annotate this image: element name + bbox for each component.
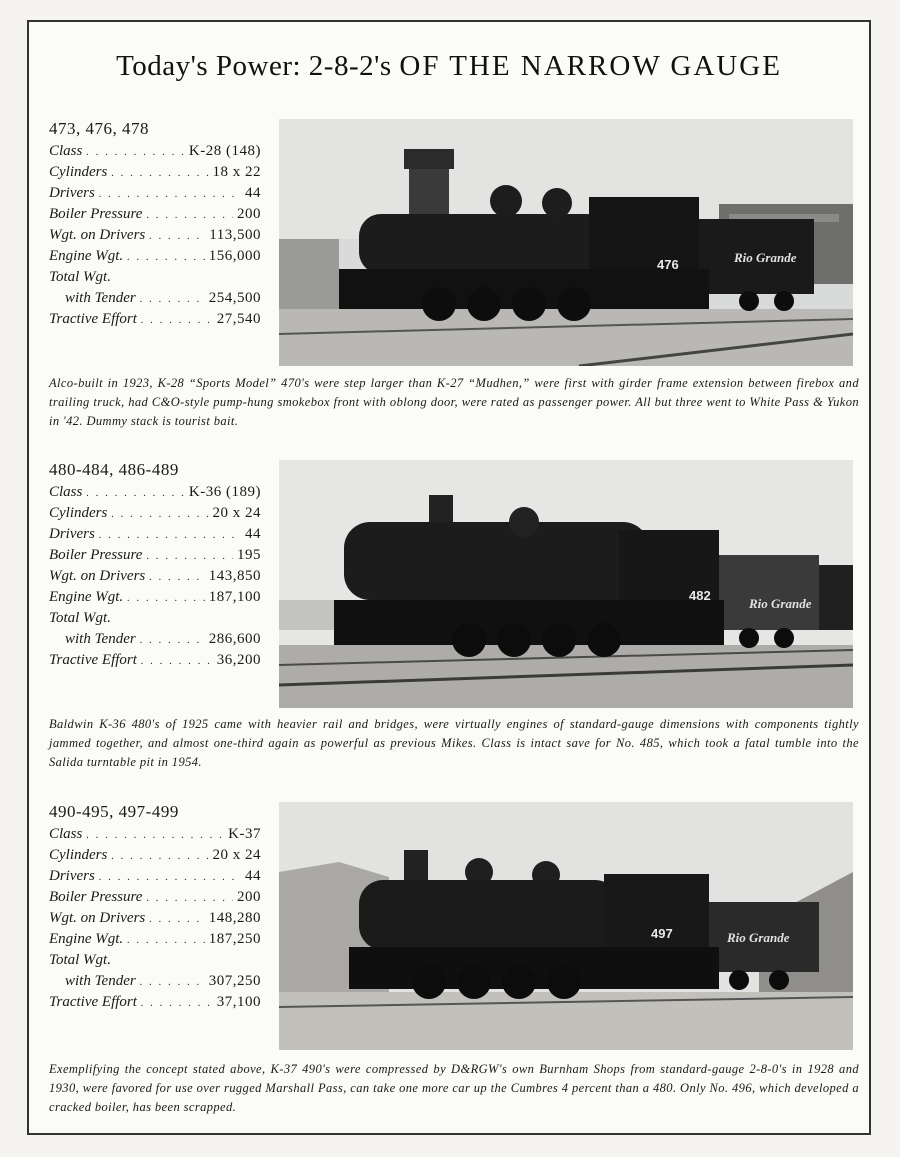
spec-row bbox=[49, 608, 261, 629]
engine-number-label: 482 bbox=[689, 588, 711, 603]
spec-value: 187,250 bbox=[208, 931, 261, 947]
spec-label: Boiler Pressure bbox=[49, 547, 143, 563]
spec-table bbox=[49, 460, 261, 671]
spec-value: 143,850 bbox=[208, 568, 261, 584]
dot-leader bbox=[149, 226, 205, 247]
spec-value: 156,000 bbox=[208, 248, 261, 264]
spec-value: 20 x 24 bbox=[212, 505, 261, 521]
spec-label: with Tender bbox=[65, 631, 136, 647]
spec-value: 44 bbox=[245, 185, 261, 201]
spec-value: 18 x 22 bbox=[212, 164, 261, 180]
photo-caption: Baldwin K-36 480's of 1925 came with heavier rail and bridges, were virtually engines of standard-gauge dimensions with components tightly jammed together, and almost one-third again as powerful as previous Mikes. Class is intact save for No. 485, which took a fatal tumble into the Salida turntable pit in 1954. bbox=[49, 717, 859, 769]
spec-row bbox=[49, 845, 261, 866]
engine-numbers: 480-484, 486-489 bbox=[49, 460, 179, 479]
locomotive-photo bbox=[279, 460, 853, 708]
spec-label: Tractive Effort bbox=[49, 652, 137, 668]
spec-row bbox=[49, 866, 261, 887]
spec-row bbox=[49, 183, 261, 204]
title-main: Today's Power: 2-8-2's bbox=[116, 50, 392, 82]
spec-row bbox=[49, 246, 261, 267]
photo-caption: Alco-built in 1923, K-28 “Sports Model” 470's were step larger than K-27 “Mudhen,” were first with girder frame extension between firebox and trailing truck, had C&O-style pump-hung smokebox front with oblong door, were rated as passenger power. All but three went to White Pass & Yukon in '42. Dummy stack is tourist bait. bbox=[49, 376, 859, 428]
spec-table bbox=[49, 802, 261, 1013]
dot-leader bbox=[141, 993, 213, 1014]
dot-leader bbox=[99, 525, 241, 546]
engine-numbers: 490-495, 497-499 bbox=[49, 802, 179, 821]
spec-row bbox=[49, 824, 261, 845]
spec-label: Total Wgt. bbox=[49, 952, 111, 968]
spec-label: Wgt. on Drivers bbox=[49, 568, 146, 584]
spec-row bbox=[49, 650, 261, 671]
spec-row bbox=[49, 162, 261, 183]
engine-numbers: 473, 476, 478 bbox=[49, 119, 149, 138]
page-frame bbox=[27, 20, 871, 1135]
spec-value: 44 bbox=[245, 868, 261, 884]
photo-caption: Exemplifying the concept stated above, K-37 490's were compressed by D&RGW's own Burnham Shops from standard-gauge 2-8-0's in 1928 and 1930, were favored for use over rugged Marshall Pass, can take one more car up the Cumbres 4 percent than a 480. Only No. 496, which developed a cracked boiler, has been scrapped. bbox=[49, 1062, 859, 1114]
spec-row bbox=[49, 971, 261, 992]
spec-row bbox=[49, 587, 261, 608]
tender-lettering: Rio Grande bbox=[749, 596, 812, 611]
spec-row bbox=[49, 141, 261, 162]
spec-row bbox=[49, 566, 261, 587]
spec-row bbox=[49, 204, 261, 225]
spec-label: Drivers bbox=[49, 185, 95, 201]
spec-row bbox=[49, 950, 261, 971]
spec-value: 286,600 bbox=[208, 631, 261, 647]
dot-leader bbox=[111, 504, 208, 525]
spec-label: Tractive Effort bbox=[49, 994, 137, 1010]
spec-label: Wgt. on Drivers bbox=[49, 910, 146, 926]
spec-value: 254,500 bbox=[208, 290, 261, 306]
spec-value: 200 bbox=[237, 889, 261, 905]
spec-label: Total Wgt. bbox=[49, 269, 111, 285]
spec-label: Class bbox=[49, 143, 83, 159]
spec-row bbox=[49, 545, 261, 566]
dot-leader bbox=[127, 247, 205, 268]
title-caps: OF THE NARROW GAUGE bbox=[399, 50, 782, 82]
spec-value: 20 x 24 bbox=[212, 847, 261, 863]
locomotive-photo bbox=[279, 119, 853, 366]
spec-label: with Tender bbox=[65, 290, 136, 306]
dot-leader bbox=[146, 888, 233, 909]
spec-label: Wgt. on Drivers bbox=[49, 227, 146, 243]
spec-value: 148,280 bbox=[208, 910, 261, 926]
spec-label: Cylinders bbox=[49, 847, 108, 863]
spec-row bbox=[49, 929, 261, 950]
spec-value: K-37 bbox=[228, 826, 261, 842]
spec-row bbox=[49, 908, 261, 929]
spec-value: 37,100 bbox=[216, 994, 261, 1010]
spec-label: Engine Wgt. bbox=[49, 589, 124, 605]
dot-leader bbox=[127, 930, 205, 951]
dot-leader bbox=[149, 909, 205, 930]
spec-label: Class bbox=[49, 826, 83, 842]
spec-value: K-36 (189) bbox=[188, 484, 261, 500]
spec-label: Cylinders bbox=[49, 505, 108, 521]
spec-row bbox=[49, 225, 261, 246]
spec-label: Tractive Effort bbox=[49, 311, 137, 327]
dot-leader bbox=[149, 567, 205, 588]
engine-number-label: 497 bbox=[651, 926, 673, 941]
spec-row bbox=[49, 524, 261, 545]
dot-leader bbox=[146, 546, 233, 567]
spec-value: 27,540 bbox=[216, 311, 261, 327]
spec-value: 187,100 bbox=[208, 589, 261, 605]
spec-row bbox=[49, 887, 261, 908]
dot-leader bbox=[140, 289, 205, 310]
spec-label: Cylinders bbox=[49, 164, 108, 180]
dot-leader bbox=[111, 846, 208, 867]
dot-leader bbox=[111, 163, 208, 184]
spec-label: Boiler Pressure bbox=[49, 206, 143, 222]
spec-label: Total Wgt. bbox=[49, 610, 111, 626]
spec-value: K-28 (148) bbox=[188, 143, 261, 159]
dot-leader bbox=[86, 825, 224, 846]
spec-value: 44 bbox=[245, 526, 261, 542]
spec-label: with Tender bbox=[65, 973, 136, 989]
spec-value: 200 bbox=[237, 206, 261, 222]
dot-leader bbox=[86, 483, 185, 504]
dot-leader bbox=[99, 184, 241, 205]
spec-row bbox=[49, 629, 261, 650]
dot-leader bbox=[140, 630, 205, 651]
locomotive-photo bbox=[279, 802, 853, 1050]
dot-leader bbox=[99, 867, 241, 888]
dot-leader bbox=[146, 205, 233, 226]
spec-row bbox=[49, 992, 261, 1013]
spec-value: 195 bbox=[237, 547, 261, 563]
spec-row bbox=[49, 503, 261, 524]
spec-row bbox=[49, 482, 261, 503]
spec-value: 36,200 bbox=[216, 652, 261, 668]
spec-value: 113,500 bbox=[209, 227, 261, 243]
dot-leader bbox=[127, 588, 205, 609]
spec-row bbox=[49, 309, 261, 330]
dot-leader bbox=[141, 310, 213, 331]
tender-lettering: Rio Grande bbox=[734, 250, 797, 265]
spec-label: Class bbox=[49, 484, 83, 500]
spec-label: Drivers bbox=[49, 526, 95, 542]
spec-label: Boiler Pressure bbox=[49, 889, 143, 905]
dot-leader bbox=[86, 142, 185, 163]
spec-table bbox=[49, 119, 261, 330]
spec-value: 307,250 bbox=[208, 973, 261, 989]
spec-row bbox=[49, 288, 261, 309]
dot-leader bbox=[141, 651, 213, 672]
engine-number-label: 476 bbox=[657, 257, 679, 272]
spec-label: Drivers bbox=[49, 868, 95, 884]
spec-label: Engine Wgt. bbox=[49, 931, 124, 947]
spec-row bbox=[49, 267, 261, 288]
tender-lettering: Rio Grande bbox=[727, 930, 790, 945]
spec-label: Engine Wgt. bbox=[49, 248, 124, 264]
dot-leader bbox=[140, 972, 205, 993]
page-title bbox=[29, 50, 869, 83]
